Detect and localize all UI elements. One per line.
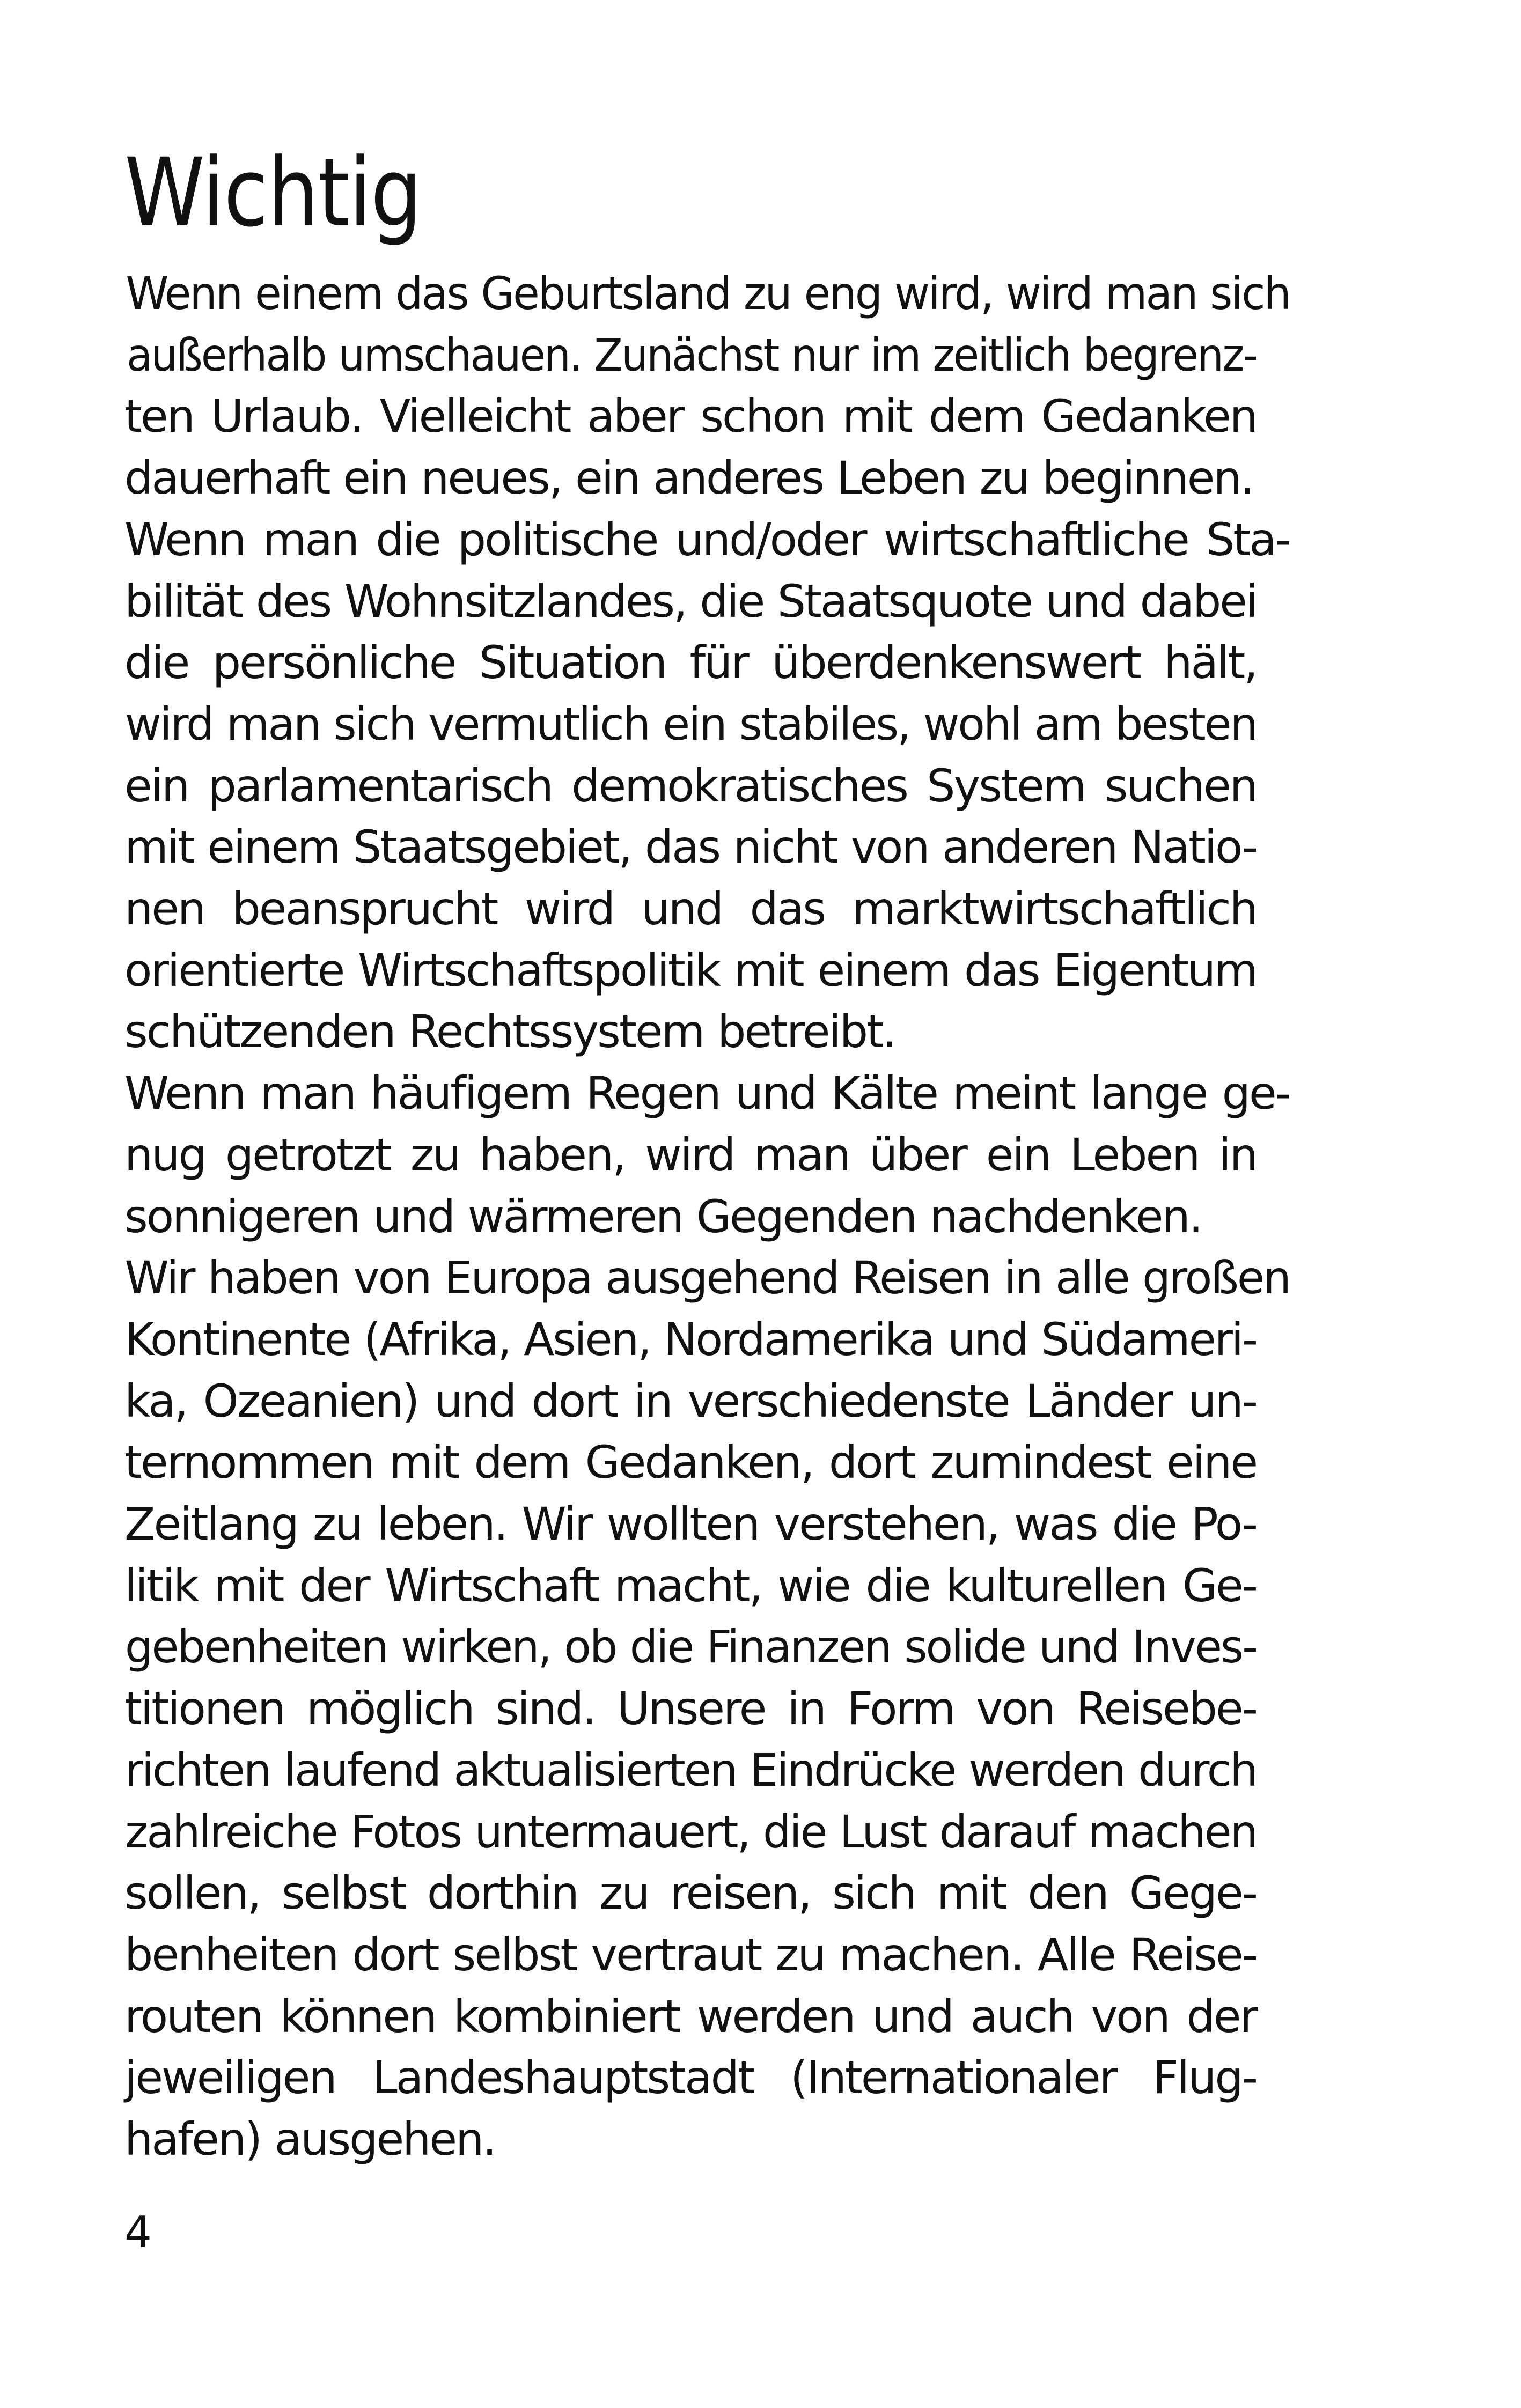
text-line: außerhalb umschauen. Zunächst nur im zeitlich begrenz- bbox=[127, 328, 1257, 381]
text-line: titionen möglich sind. Unsere in Form von Reisebe- bbox=[124, 1682, 1257, 1735]
paragraph bbox=[124, 263, 1290, 509]
text-line: richten laufend aktualisierten Eindrücke werden durch bbox=[124, 1743, 1257, 1796]
text-line: dauerhaft ein neues, ein anderes Leben zu beginnen. bbox=[124, 452, 1253, 505]
text-line: Zeitlang zu leben. Wir wollten verstehen, was die Po- bbox=[124, 1498, 1257, 1551]
text-line: ternommen mit dem Gedanken, dort zumindest eine bbox=[124, 1436, 1257, 1489]
text-line: Wir haben von Europa ausgehend Reisen in alle großen bbox=[124, 1251, 1290, 1305]
text-line: ka, Ozeanien) und dort in verschiedenste Länder un- bbox=[124, 1374, 1257, 1427]
page-heading: Wichtig bbox=[124, 138, 421, 248]
text-line: zahlreiche Fotos untermauert, die Lust darauf machen bbox=[124, 1805, 1257, 1858]
text-line: benheiten dort selbst vertraut zu machen. Alle Reise- bbox=[124, 1928, 1257, 1981]
paragraph bbox=[124, 1063, 1290, 1247]
text-line: nug getrotzt zu haben, wird man über ein Leben in bbox=[124, 1128, 1257, 1181]
paragraph bbox=[124, 1247, 1290, 2170]
body-text bbox=[124, 263, 1290, 2170]
text-line: Kontinente (Afrika, Asien, Nordamerika und Südameri- bbox=[124, 1313, 1257, 1366]
text-line: jeweiligen Landeshauptstadt (Internationaler Flug- bbox=[124, 2051, 1257, 2104]
text-line: gebenheiten wirken, ob die Finanzen solide und Inves- bbox=[124, 1621, 1257, 1674]
text-line: nen beansprucht wird und das marktwirtschaftlich bbox=[124, 882, 1257, 936]
text-line: sollen, selbst dorthin zu reisen, sich mit den Gege- bbox=[124, 1867, 1257, 1920]
text-line: litik mit der Wirtschaft macht, wie die kulturellen Ge- bbox=[124, 1559, 1257, 1612]
text-line: die persönliche Situation für überdenkenswert hält, bbox=[124, 636, 1257, 689]
text-line: schützenden Rechtssystem betreibt. bbox=[124, 1005, 895, 1058]
text-line: sonnigeren und wärmeren Gegenden nachdenken. bbox=[124, 1190, 1202, 1243]
text-line: bilität des Wohnsitzlandes, die Staatsquote und dabei bbox=[124, 575, 1257, 628]
page-number: 4 bbox=[124, 2207, 152, 2257]
text-line: Wenn man die politische und/oder wirtschaftliche Sta- bbox=[124, 513, 1290, 566]
text-line: Wenn man häufigem Regen und Kälte meint lange ge- bbox=[124, 1067, 1290, 1120]
text-line: hafen) ausgehen. bbox=[124, 2113, 496, 2166]
paragraph bbox=[124, 509, 1290, 1063]
text-line: ein parlamentarisch demokratisches System suchen bbox=[124, 759, 1257, 812]
text-line: ten Urlaub. Vielleicht aber schon mit dem Gedanken bbox=[124, 390, 1257, 443]
text-line: Wenn einem das Geburtsland zu eng wird, wird man sich bbox=[126, 267, 1290, 320]
text-line: routen können kombiniert werden und auch von der bbox=[124, 1990, 1257, 2043]
text-line: orientierte Wirtschaftspolitik mit einem das Eigentum bbox=[124, 944, 1257, 997]
text-line: mit einem Staatsgebiet, das nicht von anderen Natio- bbox=[124, 821, 1257, 874]
text-line: wird man sich vermutlich ein stabiles, wohl am besten bbox=[125, 697, 1257, 750]
